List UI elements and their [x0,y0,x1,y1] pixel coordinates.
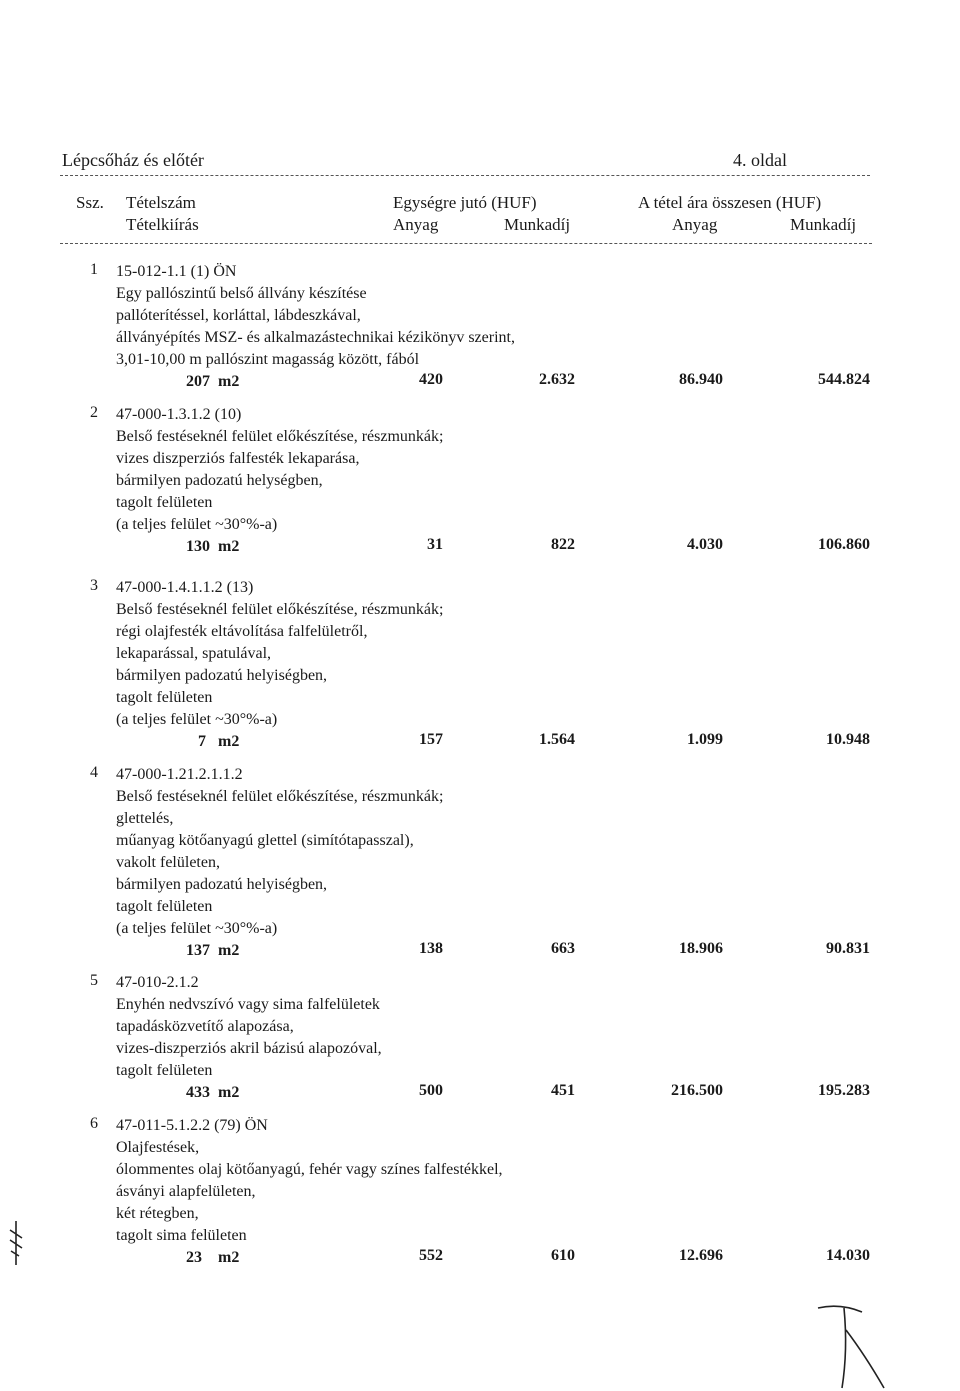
item-number: 4 [90,764,98,781]
col-tetelkiiras: Tételkiírás [126,215,199,234]
unit-munkadij-value: 1.564 [539,731,575,748]
col-ssz: Ssz. [76,193,104,212]
item-quantity: 137 [186,942,210,959]
unit-munkadij-value: 451 [551,1082,575,1099]
item-description-line: tagolt felületen [116,494,213,511]
item-description-line: tagolt felületen [116,689,213,706]
item-description-line: (a teljes felület ~30°%-a) [116,711,278,728]
item-number: 1 [90,261,98,278]
item-unit: m2 [218,538,240,555]
item-description-line: ásványi alapfelületen, [116,1183,256,1200]
item-unit: m2 [218,733,240,750]
page-title: Lépcsőház és előtér [62,150,204,170]
total-anyag-value: 216.500 [671,1082,723,1099]
item-description-line: bármilyen padozatú helyiségben, [116,876,328,893]
item-code: 47-000-1.21.2.1.1.2 [116,766,243,783]
item-description-line: Egy pallószintű belső állvány készítése [116,285,367,302]
unit-munkadij-value: 822 [551,536,575,553]
col-munkadij-total: Munkadíj [790,215,857,234]
col-tetelszam: Tételszám [126,193,196,212]
total-munkadij-value: 10.948 [826,731,870,748]
header-rule [60,243,872,244]
item-description-line: Olajfestések, [116,1139,200,1156]
col-anyag-unit: Anyag [393,215,439,234]
col-osszesen: A tétel ára összesen (HUF) [638,193,822,212]
item-description-line: pallóterítéssel, korláttal, lábdeszkával, [116,307,361,324]
unit-anyag-value: 157 [419,731,443,748]
total-munkadij-value: 195.283 [818,1082,870,1099]
total-munkadij-value: 14.030 [826,1247,870,1264]
item-description-line: lekaparással, spatulával, [116,645,272,662]
item-description-line: tagolt felületen [116,898,213,915]
item-description-line: Belső festéseknél felület előkészítése, részmunkák; [116,601,444,618]
item-description-line: (a teljes felület ~30°%-a) [116,920,278,937]
item-number: 3 [90,577,98,594]
total-anyag-value: 18.906 [679,940,723,957]
item-description-line: tagolt sima felületen [116,1227,247,1244]
item-description-line: állványépítés MSZ- és alkalmazástechnikai kézikönyv szerint, [116,329,515,346]
total-munkadij-value: 544.824 [818,371,870,388]
item-description-line: Enyhén nedvszívó vagy sima falfelületek [116,996,380,1013]
col-anyag-total: Anyag [672,215,718,234]
item-quantity: 433 [186,1084,210,1101]
item-description-line: Belső festéseknél felület előkészítése, részmunkák; [116,428,444,445]
item-description-line: bármilyen padozatú helyiségben, [116,667,328,684]
item-code: 47-010-2.1.2 [116,974,199,991]
total-anyag-value: 86.940 [679,371,723,388]
item-description-line: régi olajfesték eltávolítása falfelületről, [116,623,368,640]
unit-anyag-value: 138 [419,940,443,957]
item-code: 47-011-5.1.2.2 (79) ÖN [116,1117,268,1134]
margin-mark-icon [2,1218,30,1268]
col-munkadij-unit: Munkadíj [504,215,571,234]
total-anyag-value: 1.099 [687,731,723,748]
unit-anyag-value: 420 [419,371,443,388]
total-munkadij-value: 106.860 [818,536,870,553]
item-code: 15-012-1.1 (1) ÖN [116,263,237,280]
item-quantity: 7 [198,733,206,750]
item-description-line: bármilyen padozatú helységben, [116,472,323,489]
item-description-line: glettelés, [116,810,174,827]
item-description-line: tagolt felületen [116,1062,213,1079]
item-unit: m2 [218,373,240,390]
item-description-line: Belső festéseknél felület előkészítése, részmunkák; [116,788,444,805]
item-number: 5 [90,972,98,989]
total-munkadij-value: 90.831 [826,940,870,957]
item-unit: m2 [218,942,240,959]
item-description-line: két rétegben, [116,1205,199,1222]
unit-anyag-value: 552 [419,1247,443,1264]
item-description-line: vakolt felületen, [116,854,220,871]
item-description-line: tapadásközvetítő alapozása, [116,1018,294,1035]
total-anyag-value: 4.030 [687,536,723,553]
item-code: 47-000-1.3.1.2 (10) [116,406,242,423]
item-description-line: 3,01-10,00 m pallószint magasság között, fából [116,351,420,368]
item-unit: m2 [218,1084,240,1101]
item-description-line: (a teljes felület ~30°%-a) [116,516,278,533]
col-egysegre: Egységre jutó (HUF) [393,193,537,212]
unit-munkadij-value: 610 [551,1247,575,1264]
item-description-line: vizes diszperziós falfesték lekaparása, [116,450,360,467]
item-quantity: 130 [186,538,210,555]
item-description-line: ólommentes olaj kötőanyagú, fehér vagy színes falfestékkel, [116,1161,503,1178]
item-quantity: 207 [186,373,210,390]
total-anyag-value: 12.696 [679,1247,723,1264]
unit-anyag-value: 500 [419,1082,443,1099]
item-number: 6 [90,1115,98,1132]
item-number: 2 [90,404,98,421]
page-number: 4. oldal [733,150,787,170]
unit-munkadij-value: 2.632 [539,371,575,388]
unit-munkadij-value: 663 [551,940,575,957]
item-code: 47-000-1.4.1.1.2 (13) [116,579,254,596]
title-rule [60,175,870,176]
item-description-line: vizes-diszperziós akril bázisú alapozóval, [116,1040,382,1057]
unit-anyag-value: 31 [427,536,443,553]
item-description-line: műanyag kötőanyagú glettel (simítótapasszal), [116,832,414,849]
item-quantity: 23 [186,1249,202,1266]
item-unit: m2 [218,1249,240,1266]
handwritten-mark-icon [810,1300,890,1390]
